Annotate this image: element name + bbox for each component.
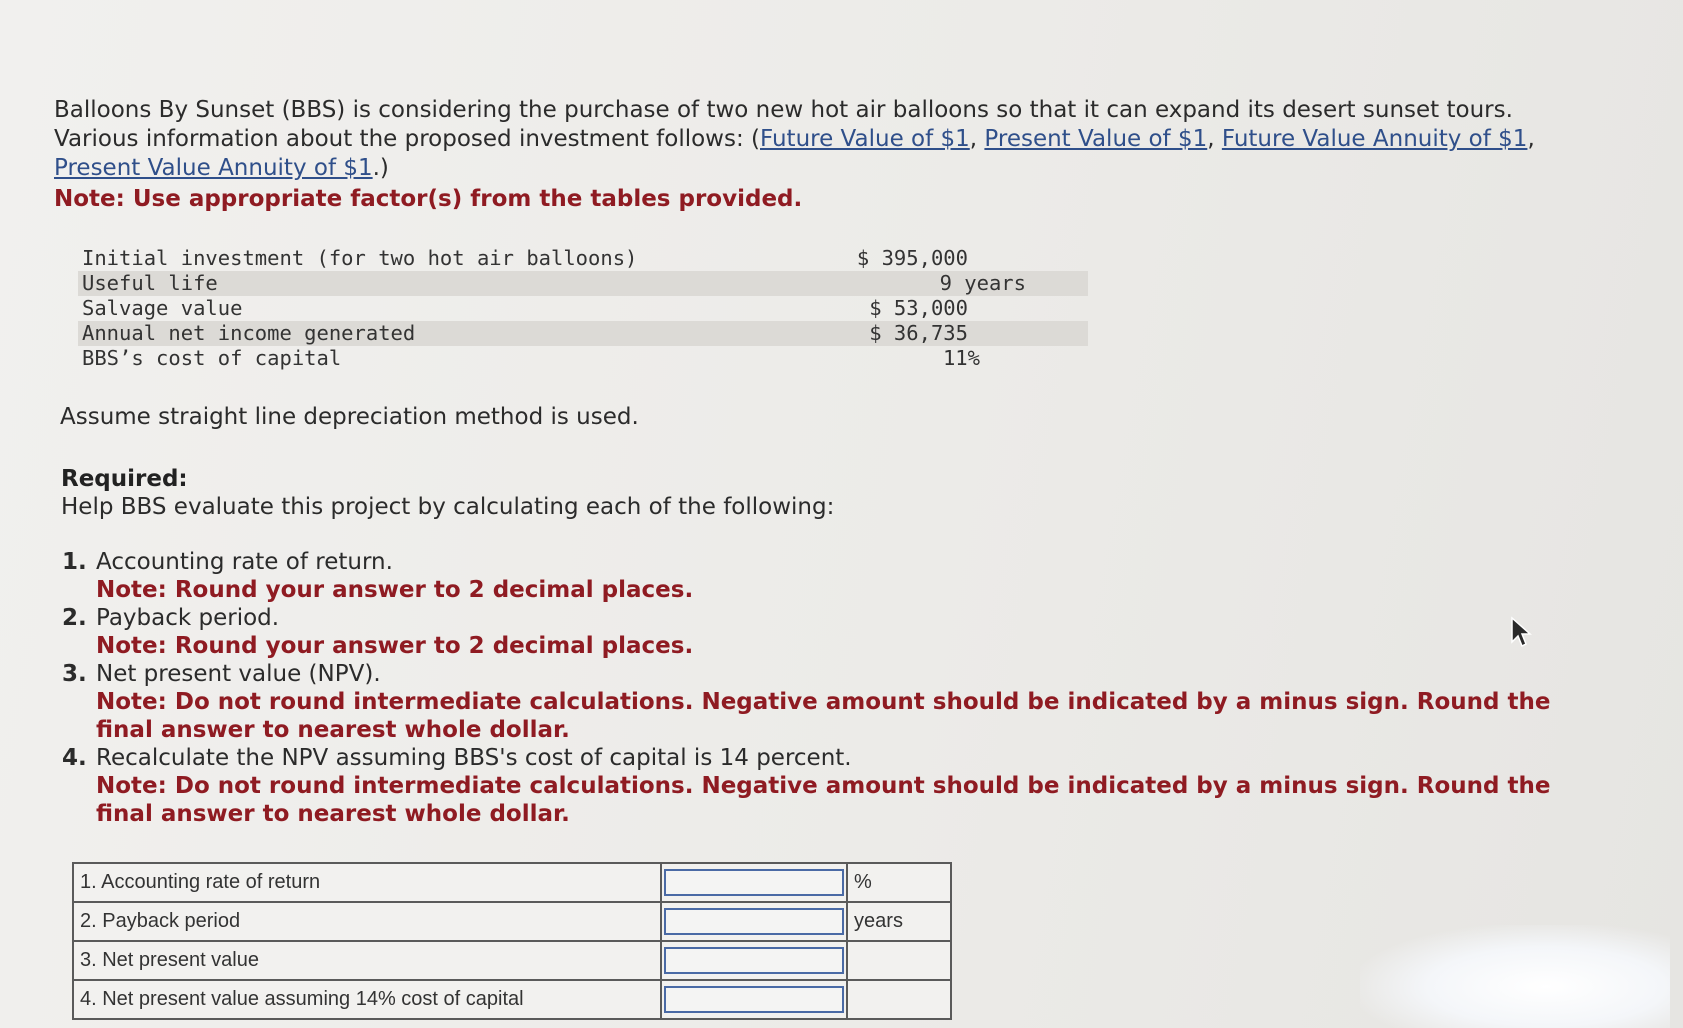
requirement-number: 2. [62,605,87,631]
answer-label: 2. Payback period [73,902,661,941]
intro-text: Balloons By Sunset (BBS) is considering the purchase of two new hot air balloons so that it can expand its desert sunset tours. Various information about the proposed investment follows: ( [54,97,1513,152]
given-value: $ 395,000 [856,246,968,270]
given-label: Salvage value [82,296,243,320]
requirement-number: 3. [62,661,87,687]
given-label: BBS’s cost of capital [82,346,342,370]
given-value: 11% [942,346,980,370]
given-value: 9 years [939,271,1026,295]
answer-row [73,902,951,941]
requirement-note: Note: Round your answer to 2 decimal places. [96,633,694,659]
given-row [78,346,1088,371]
given-label: Initial investment (for two hot air balloons) [82,246,638,270]
requirement-item [62,660,1592,744]
payback-period-input[interactable] [664,908,844,935]
answer-row [73,863,951,902]
requirement-number: 4. [62,745,87,771]
given-row [78,246,1088,271]
requirement-item [62,604,1592,660]
given-value: $ 36,735 [869,321,968,345]
given-row [78,296,1088,321]
required-text: Help BBS evaluate this project by calculating each of the following: [61,494,835,520]
given-label: Annual net income generated [82,321,416,345]
link-future-value-annuity[interactable]: Future Value Annuity of $1 [1221,126,1528,152]
intro-note: Note: Use appropriate factor(s) from the tables provided. [54,186,803,212]
given-row [78,321,1088,346]
mouse-cursor-icon [1510,616,1532,650]
answer-row [73,980,951,1019]
given-value: $ 53,000 [869,296,968,320]
npv-14-percent-input[interactable] [664,986,844,1013]
given-data-table [78,246,1088,371]
requirement-text: Recalculate the NPV assuming BBS's cost of capital is 14 percent. [96,745,852,771]
answer-row [73,941,951,980]
link-future-value[interactable]: Future Value of $1 [760,126,970,152]
requirement-item [62,548,1592,604]
requirement-note: Note: Round your answer to 2 decimal places. [96,577,694,603]
accounting-rate-of-return-input[interactable] [664,869,844,896]
requirement-item [62,744,1592,828]
answer-unit: % [847,863,951,902]
requirement-number: 1. [62,549,87,575]
requirement-note: Note: Do not round intermediate calculations. Negative amount should be indicated by a minus sign. Round the final answer to nearest whole dollar. [96,689,1551,743]
answer-label: 4. Net present value assuming 14% cost of capital [73,980,661,1019]
requirements-list [62,548,1592,828]
requirement-text: Payback period. [96,605,280,631]
assumption-text: Assume straight line depreciation method is used. [60,404,639,430]
answer-unit [847,980,951,1019]
link-present-value-annuity[interactable]: Present Value Annuity of $1 [54,155,373,181]
answer-unit [847,941,951,980]
requirement-text: Net present value (NPV). [96,661,381,687]
screen-glare [1360,925,1670,1028]
link-present-value[interactable]: Present Value of $1 [984,126,1208,152]
answer-label: 1. Accounting rate of return [73,863,661,902]
requirement-text: Accounting rate of return. [96,549,393,575]
requirement-note: Note: Do not round intermediate calculations. Negative amount should be indicated by a minus sign. Round the final answer to nearest whole dollar. [96,773,1551,827]
given-label: Useful life [82,271,218,295]
problem-intro: Balloons By Sunset (BBS) is considering the purchase of two new hot air balloons so that it can expand its desert sunset tours. Various information about the proposed investment follows: (Future Value of $1, Present Value of $1, Future Value Annuity of $1, Present Value Annuity of $1.) Note: Use appropriate factor(s) from the tables provided. [54,96,1594,214]
answer-table [72,862,952,1020]
given-row [78,271,1088,296]
answer-label: 3. Net present value [73,941,661,980]
answer-unit: years [847,902,951,941]
required-heading: Required: [61,466,188,492]
net-present-value-input[interactable] [664,947,844,974]
